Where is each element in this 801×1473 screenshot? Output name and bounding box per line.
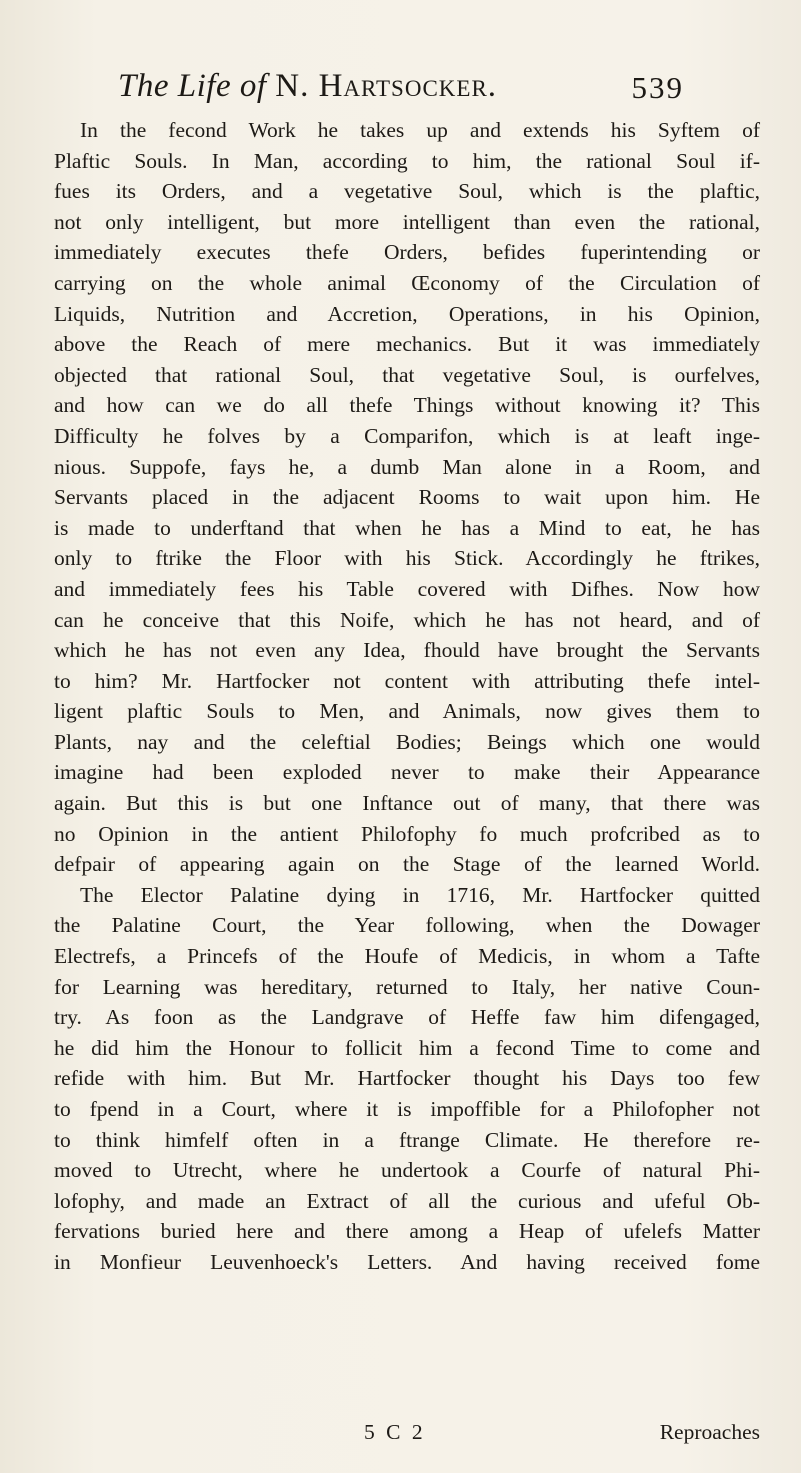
text-line: defpair of appearing again on the Stage of the learned World. xyxy=(54,852,760,877)
text-line: no Opinion in the antient Philofophy fo much profcribed as to xyxy=(54,821,760,846)
body-text xyxy=(54,115,760,1278)
text-line: above the Reach of mere mechanics. But it was immediately xyxy=(54,332,760,357)
text-line: imagine had been exploded never to make their Appearance xyxy=(54,760,760,785)
text-line: Difficulty he folves by a Comparifon, which is at leaft inge- xyxy=(54,423,760,448)
page-footer xyxy=(54,1420,760,1450)
text-line: and immediately fees his Table covered with Difhes. Now how xyxy=(54,576,760,601)
running-title-italic: The Life of xyxy=(118,68,267,104)
text-line: moved to Utrecht, where he undertook a Courfe of natural Phi- xyxy=(54,1158,760,1183)
catchword: Reproaches xyxy=(659,1420,760,1444)
page-number: 539 xyxy=(631,70,684,105)
text-line: again. But this is but one Inftance out of many, that there was xyxy=(54,791,760,816)
text-line: can he conceive that this Noife, which he has not heard, and of xyxy=(54,607,760,632)
text-line: objected that rational Soul, that vegetative Soul, is ourfelves, xyxy=(54,362,760,387)
text-line: lofophy, and made an Extract of all the curious and ufeful Ob- xyxy=(54,1188,760,1213)
text-line: to him? Mr. Hartfocker not content with attributing thefe intel- xyxy=(54,668,760,693)
text-line: is made to underftand that when he has a Mind to eat, he has xyxy=(54,515,760,540)
text-line: Servants placed in the adjacent Rooms to wait upon him. He xyxy=(54,485,760,510)
text-line: try. As foon as the Landgrave of Heffe faw him difengaged, xyxy=(54,1005,760,1030)
text-line: which he has not even any Idea, fhould have brought the Servants xyxy=(54,638,760,663)
running-header xyxy=(118,68,684,108)
text-line: only to ftrike the Floor with his Stick. Accordingly he ftrikes, xyxy=(54,546,760,571)
text-line: fues its Orders, and a vegetative Soul, which is the plaftic, xyxy=(54,179,760,204)
text-line: The Elector Palatine dying in 1716, Mr. Hartfocker quitted xyxy=(80,882,760,907)
text-line: and how can we do all thefe Things without knowing it? This xyxy=(54,393,760,418)
text-line: Liquids, Nutrition and Accretion, Operations, in his Opinion, xyxy=(54,301,760,326)
text-line: for Learning was hereditary, returned to Italy, her native Coun- xyxy=(54,974,760,999)
text-line: carrying on the whole animal Œconomy of the Circulation of xyxy=(54,270,760,295)
text-line: Plants, nay and the celeftial Bodies; Beings which one would xyxy=(54,729,760,754)
text-line: the Palatine Court, the Year following, when the Dowager xyxy=(54,913,760,938)
text-line: in Monfieur Leuvenhoeck's Letters. And having received fome xyxy=(54,1249,760,1274)
text-line: Plaftic Souls. In Man, according to him, the rational Soul if- xyxy=(54,148,760,173)
running-title-name: N. Hartsocker. xyxy=(275,68,498,104)
text-line: to think himfelf often in a ftrange Climate. He therefore re- xyxy=(54,1127,760,1152)
text-line: refide with him. But Mr. Hartfocker thought his Days too few xyxy=(54,1066,760,1091)
text-line: In the fecond Work he takes up and extends his Syftem of xyxy=(80,118,760,142)
text-line: ligent plaftic Souls to Men, and Animals, now gives them to xyxy=(54,699,760,724)
signature-mark: 5 C 2 xyxy=(364,1420,426,1444)
text-line: nious. Suppofe, fays he, a dumb Man alone in a Room, and xyxy=(54,454,760,479)
text-line: he did him the Honour to follicit him a fecond Time to come and xyxy=(54,1035,760,1060)
text-line: Electrefs, a Princefs of the Houfe of Medicis, in whom a Tafte xyxy=(54,944,760,969)
running-title xyxy=(118,68,497,105)
text-line: not only intelligent, but more intelligent than even the rational, xyxy=(54,209,760,234)
text-line: to fpend in a Court, where it is impoffible for a Philofopher not xyxy=(54,1097,760,1121)
text-line: immediately executes thefe Orders, befides fuperintending or xyxy=(54,240,760,265)
text-line: fervations buried here and there among a Heap of ufelefs Matter xyxy=(54,1219,760,1244)
